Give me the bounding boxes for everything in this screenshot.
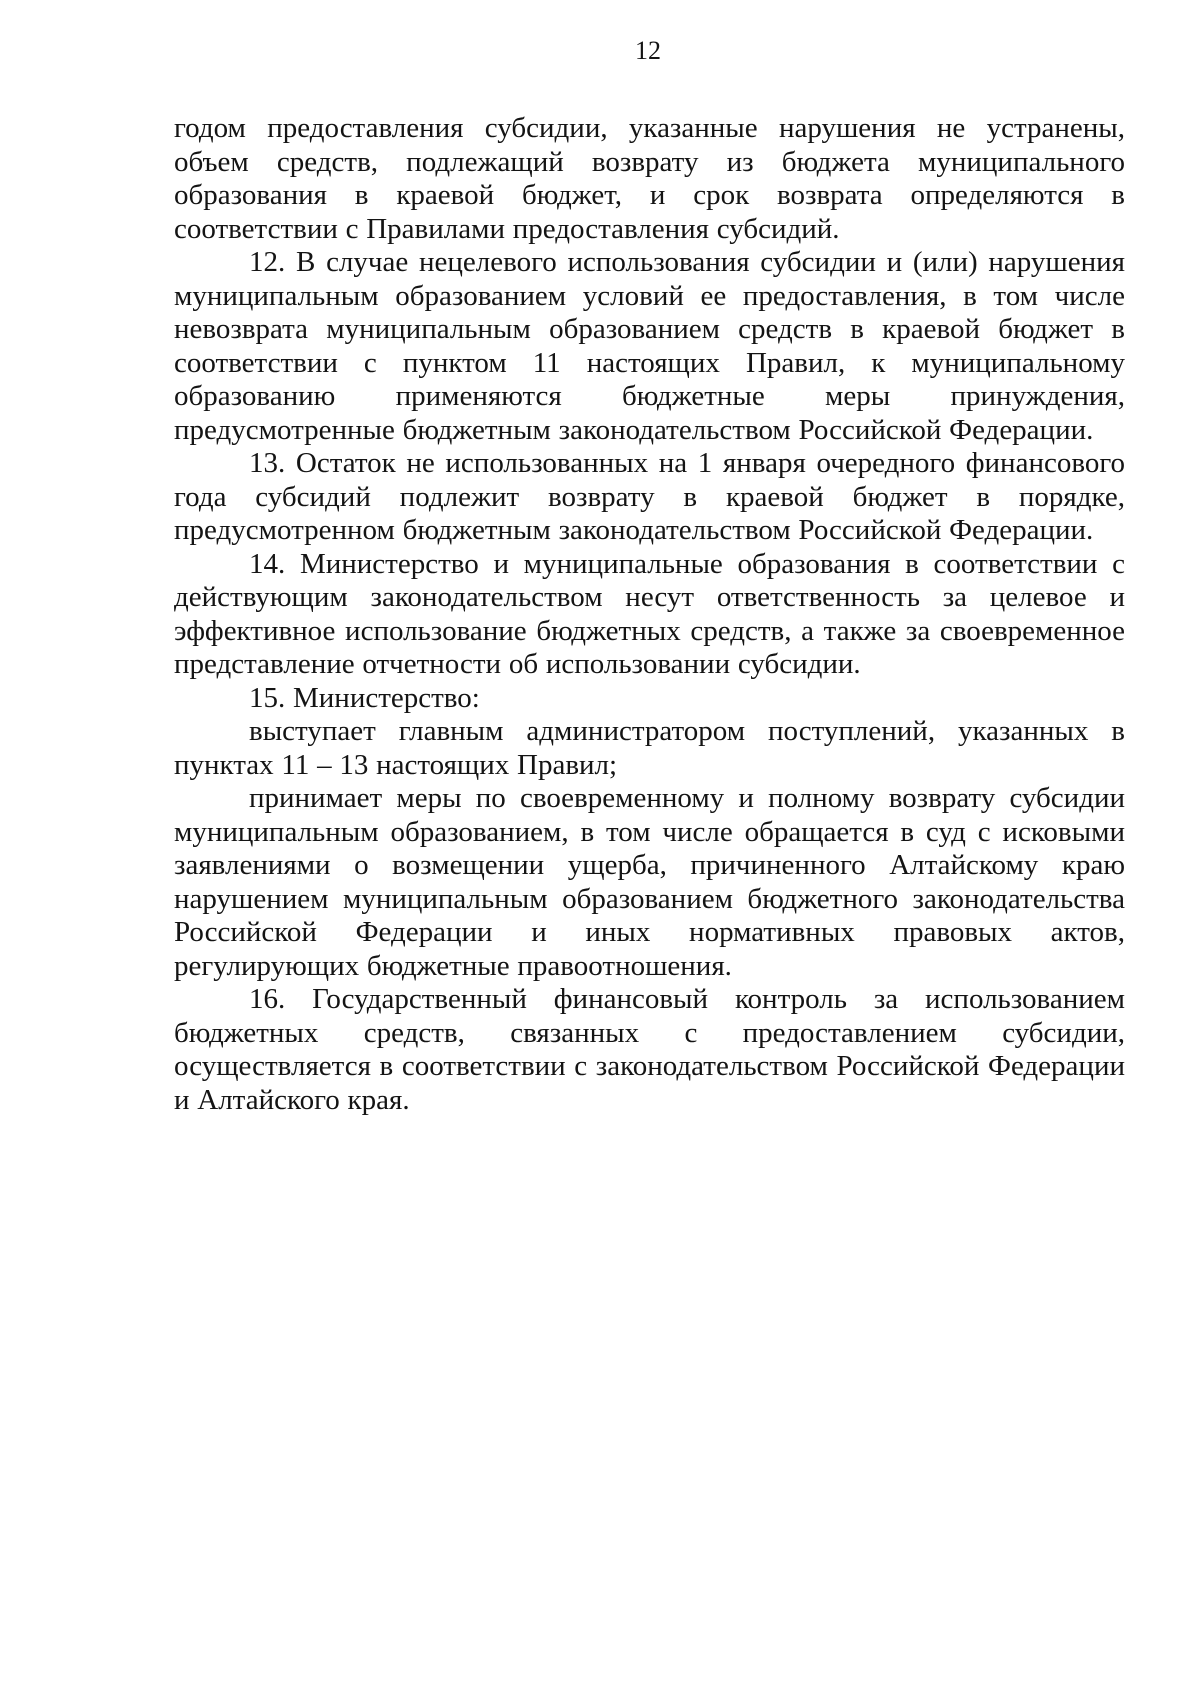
page-number: 12 — [635, 36, 661, 65]
paragraph-15: 15. Министерство: — [249, 681, 480, 714]
paragraph-13: 13. Остаток не использованных на 1 января очередного финансового года субсидий подлежит возврату в краевой бюджет в порядке, предусмотренном бюджетным законодательством Российской Федерации. — [174, 447, 1125, 546]
paragraph-16: 16. Государственный финансовый контроль за использованием бюджетных средств, связанных с предоставлением субсидии, осуществляется в соответствии с законодательством Российской Федерации и Алтайского края. — [174, 983, 1125, 1116]
paragraph-15-item-administrator: выступает главным администратором поступлений, указанных в пунктах 11 – 13 настоящих Правил; — [174, 715, 1125, 781]
paragraph-12: 12. В случае нецелевого использования субсидии и (или) нарушения муниципальным образованием условий ее предоставления, в том числе невозврата муниципальным образованием средств в краевой бюджет в соответствии с пунктом 11 настоящих Правил, к муниципальному образованию применяются бюджетные меры принуждения, предусмотренные бюджетным законодательством Российской Федерации. — [174, 246, 1125, 446]
document-body — [174, 112, 1125, 1117]
paragraph-14: 14. Министерство и муниципальные образования в соответствии с действующим законодательством несут ответственность за целевое и эффективное использование бюджетных средств, а также за своевременное представление отчетности об использовании субсидии. — [174, 547, 1125, 680]
paragraph-15-item-measures: принимает меры по своевременному и полному возврату субсидии муниципальным образованием, в том числе обращается в суд с исковыми заявлениями о возмещении ущерба, причиненного Алтайскому краю нарушением муниципальным образованием бюджетного законодательства Российской Федерации и иных нормативных правовых актов, регулирующих бюджетные правоотношения. — [174, 782, 1125, 982]
paragraph-continuation: годом предоставления субсидии, указанные нарушения не устранены, объем средств, подлежащий возврату из бюджета муниципального образования в краевой бюджет, и срок возврата определяются в соответствии с Правилами предоставления субсидий. — [174, 112, 1125, 245]
